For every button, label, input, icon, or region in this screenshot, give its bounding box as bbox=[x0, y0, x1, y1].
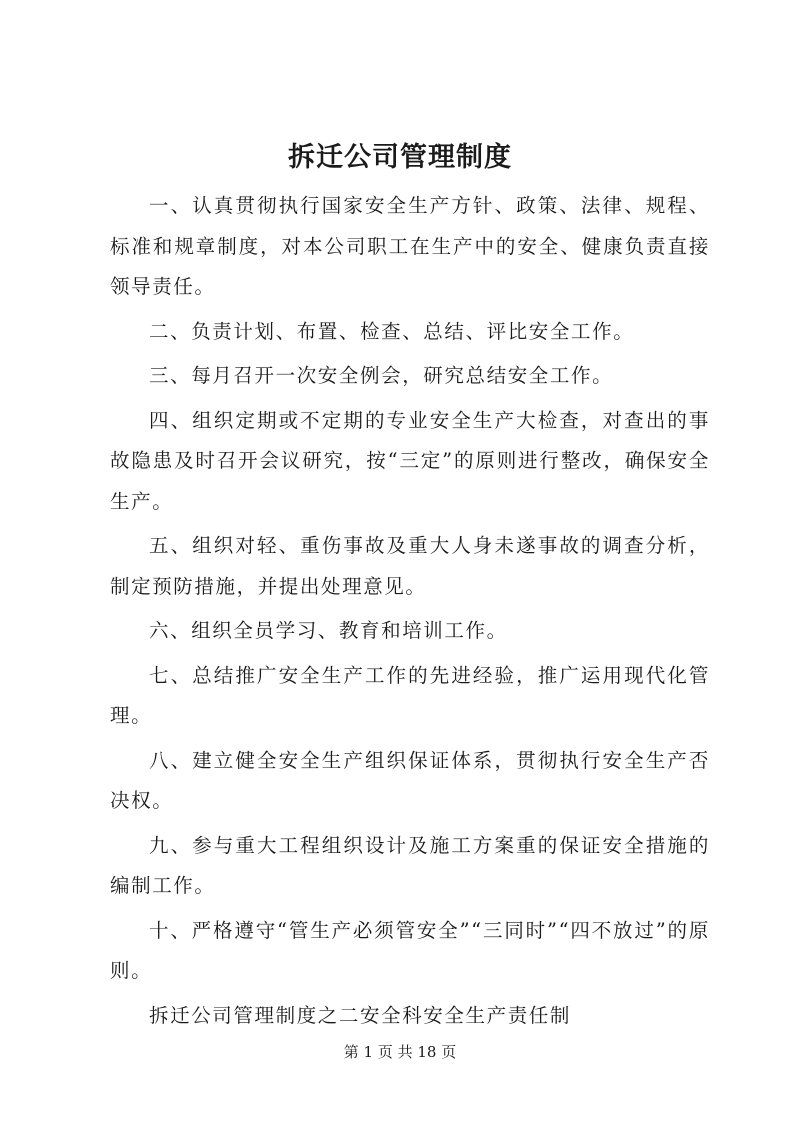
paragraph-3: 三、每月召开一次安全例会，研究总结安全工作。 bbox=[149, 364, 614, 387]
paragraph-2: 二、负责计划、布置、检查、总结、评比安全工作。 bbox=[149, 319, 635, 343]
paragraph-9: 九、参与重大工程组织设计及施工方案重的保证安全措施的编制工作。 bbox=[110, 833, 710, 897]
document-body bbox=[110, 186, 710, 1040]
paragraph-1: 一、认真贯彻执行国家安全生产方针、政策、法律、规程、标准和规章制度，对本公司职工在生产中的安全、健康负责直接领导责任。 bbox=[110, 194, 710, 298]
paragraph-4: 四、组织定期或不定期的专业安全生产大检查，对查出的事故隐患及时召开会议研究，按“三定”的原则进行整改，确保安全生产。 bbox=[110, 408, 710, 513]
paragraph-10: 十、严格遵守“管生产必须管安全”“三同时”“四不放过”的原则。 bbox=[110, 918, 710, 982]
page-number-footer: 第 1 页 共 18 页 bbox=[343, 1043, 457, 1061]
paragraph-6: 六、组织全员学习、教育和培训工作。 bbox=[149, 619, 508, 642]
paragraph-11: 拆迁公司管理制度之二安全科安全生产责任制 bbox=[149, 1003, 572, 1027]
document-title: 拆迁公司管理制度 bbox=[288, 142, 512, 173]
paragraph-8: 八、建立健全安全生产组织保证体系，贯彻执行安全生产否决权。 bbox=[110, 748, 710, 812]
paragraph-7: 七、总结推广安全生产工作的先进经验，推广运用现代化管理。 bbox=[110, 663, 710, 727]
paragraph-5: 五、组织对轻、重伤事故及重大人身未遂事故的调查分析，制定预防措施，并提出处理意见。 bbox=[110, 534, 710, 598]
